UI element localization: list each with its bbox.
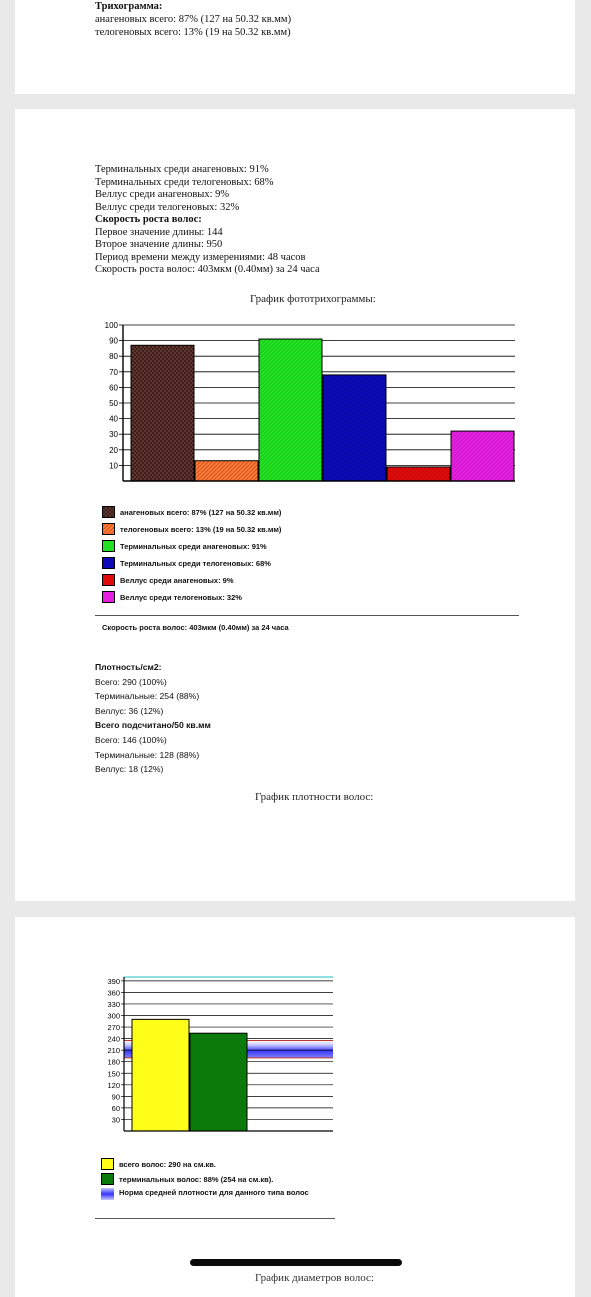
legend-item [101, 1157, 216, 1171]
phototrichogram-caption: График фототрихограммы: [250, 293, 376, 305]
legend-label: терминальных волос: 88% (254 на см.кв). [119, 1174, 274, 1184]
y-tick-label: 270 [107, 1023, 120, 1033]
growth-line: Первое значение длины: 144 [95, 226, 223, 238]
bar [131, 345, 194, 481]
legend-item [102, 505, 281, 519]
document-page-2 [15, 109, 575, 901]
y-tick-label: 150 [107, 1069, 120, 1079]
home-indicator[interactable] [190, 1259, 402, 1266]
y-tick-label: 30 [111, 1115, 120, 1125]
y-tick-label: 300 [107, 1011, 120, 1021]
density-chart [90, 975, 350, 1137]
telogen-total-line: телогеновых всего: 13% (19 на 50.32 кв.мм) [95, 27, 291, 38]
y-tick-label: 100 [104, 321, 118, 330]
density-legend [101, 1157, 321, 1217]
next-chart-caption: График диаметров волос: [255, 1272, 374, 1284]
legend-item [101, 1187, 314, 1200]
density-line: Веллус: 36 (12%) [95, 705, 164, 716]
phototrichogram-chart [85, 321, 535, 491]
legend-swatch-vellus-telogen [102, 591, 115, 603]
y-tick-label: 390 [107, 976, 120, 986]
growth-line: Скорость роста волос: 403мкм (0.40мм) за 24 часа [95, 264, 320, 275]
y-tick-label: 40 [109, 414, 118, 424]
y-tick-label: 60 [109, 383, 118, 393]
growth-heading: Скорость роста волос: [95, 214, 202, 225]
density-caption: График плотности волос: [255, 791, 374, 803]
phototrichogram-legend [102, 505, 342, 609]
legend-item [102, 573, 234, 587]
bar [132, 1019, 189, 1131]
bar [323, 375, 386, 481]
y-tick-label: 330 [107, 999, 120, 1009]
density-line: Терминальные: 254 (88%) [95, 691, 200, 702]
legend-item [101, 1172, 273, 1186]
bar [451, 431, 514, 481]
y-tick-label: 70 [109, 367, 118, 377]
counted-line: Всего: 146 (100%) [95, 734, 167, 745]
counted-heading: Всего подсчитано/50 кв.мм [95, 720, 211, 731]
y-tick-label: 50 [109, 399, 118, 408]
bar [259, 339, 322, 481]
y-tick-label: 360 [107, 988, 120, 998]
density-heading: Плотность/см2: [95, 662, 162, 672]
legend-swatch-vellus-anagen [102, 574, 115, 586]
y-tick-label: 80 [109, 352, 118, 362]
y-tick-label: 10 [109, 461, 118, 471]
y-tick-label: 240 [107, 1034, 120, 1044]
legend-swatch-terminal-anagen [102, 540, 115, 552]
legend-label: всего волос: 290 на см.кв. [119, 1159, 216, 1169]
stat-line: Терминальных среди анагеновых: 91% [95, 164, 269, 175]
legend-label: анагеновых всего: 87% (127 на 50.32 кв.мм) [120, 507, 282, 517]
bar [190, 1033, 247, 1131]
legend-label: телогеновых всего: 13% (19 на 50.32 кв.мм) [120, 524, 282, 534]
stat-line: Веллус среди анагеновых: 9% [95, 189, 230, 200]
document-page-1 [15, 0, 575, 94]
legend-swatch-norm [101, 1188, 114, 1200]
legend-item [102, 556, 271, 570]
legend-label: Терминальных среди телогеновых: 68% [120, 558, 271, 568]
legend-label: Норма средней плотности для данного типа волос [119, 1188, 309, 1197]
y-tick-label: 90 [111, 1092, 120, 1102]
stat-line: Веллус среди телогеновых: 32% [95, 201, 240, 213]
legend-label: Терминальных среди анагеновых: 91% [120, 541, 267, 551]
divider [95, 615, 519, 616]
y-tick-label: 30 [109, 430, 118, 440]
growth-summary: Скорость роста волос: 403мкм (0.40мм) за 24 часа [102, 623, 289, 632]
density-line: Всего: 290 (100%) [95, 676, 167, 687]
y-tick-label: 120 [107, 1080, 120, 1090]
document-page-3 [15, 917, 575, 1297]
bar [195, 461, 258, 481]
y-tick-label: 60 [111, 1103, 120, 1113]
legend-swatch-terminal [101, 1173, 114, 1185]
y-tick-label: 180 [107, 1057, 120, 1067]
legend-swatch-total [101, 1158, 114, 1170]
stats-block [95, 164, 320, 277]
legend-item [102, 539, 267, 553]
bar [387, 467, 450, 481]
growth-line: Второе значение длины: 950 [95, 239, 223, 250]
legend-swatch-anagen [102, 506, 115, 518]
legend-swatch-telogen [102, 523, 115, 535]
legend-item [102, 522, 281, 536]
legend-item [102, 590, 242, 604]
divider [95, 1218, 335, 1219]
density-block [95, 660, 211, 777]
legend-label: Веллус среди телогеновых: 32% [120, 592, 242, 602]
y-tick-label: 90 [109, 336, 118, 346]
legend-label: Веллус среди анагеновых: 9% [120, 575, 234, 585]
legend-swatch-terminal-telogen [102, 557, 115, 569]
anagen-total-line: анагеновых всего: 87% (127 на 50.32 кв.мм) [95, 14, 292, 25]
y-tick-label: 210 [107, 1046, 120, 1056]
stat-line: Терминальных среди телогеновых: 68% [95, 176, 274, 188]
growth-line: Период времени между измерениями: 48 часов [95, 251, 306, 263]
counted-line: Веллус: 18 (12%) [95, 764, 164, 775]
y-tick-label: 20 [109, 445, 118, 455]
counted-line: Терминальные: 128 (88%) [95, 749, 200, 760]
trichogram-heading: Трихограмма: [95, 1, 163, 12]
